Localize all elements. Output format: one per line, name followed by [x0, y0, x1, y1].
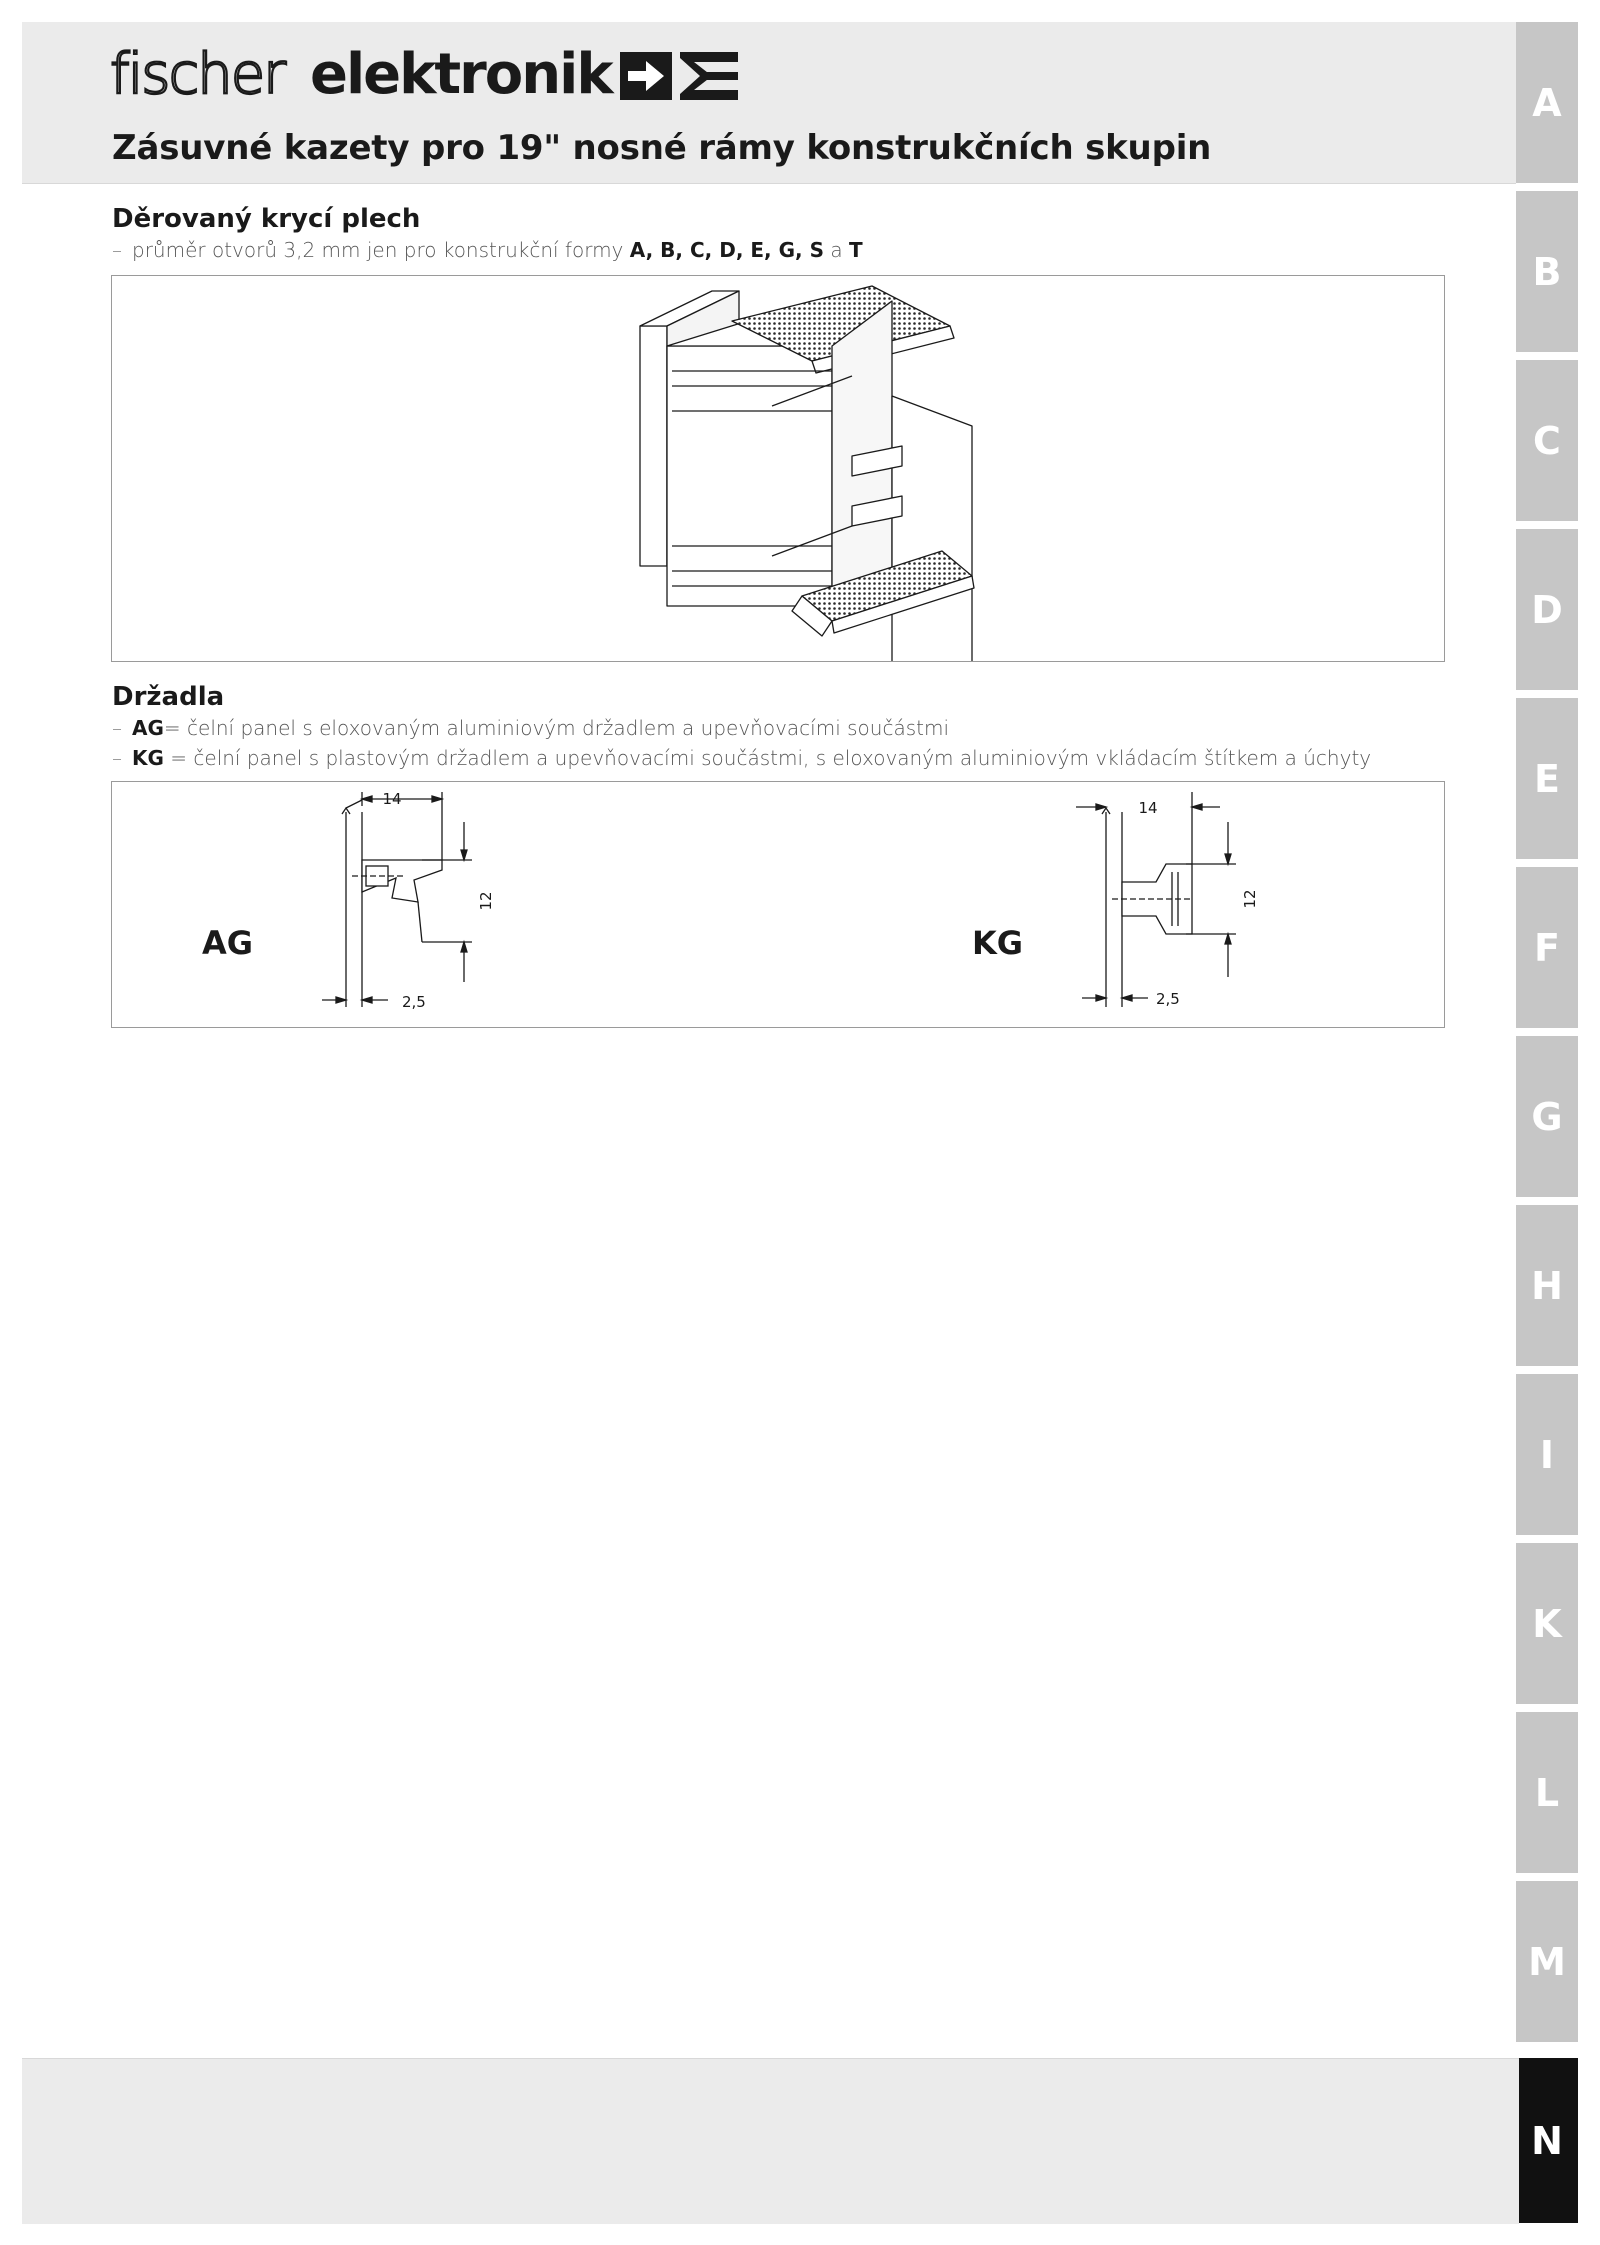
tab-a[interactable]: A	[1516, 22, 1578, 186]
page-title: Zásuvné kazety pro 19" nosné rámy konstrukčních skupin	[112, 128, 1212, 168]
tab-g[interactable]: G	[1516, 1036, 1578, 1200]
tab-c[interactable]: C	[1516, 360, 1578, 524]
bullet-dash: –	[112, 746, 122, 770]
handle-ag-description	[112, 716, 949, 740]
conjunction: a	[830, 238, 843, 262]
ag-dim-thickness: 2,5	[402, 993, 426, 1011]
bullet-dash: –	[112, 238, 122, 262]
tab-i[interactable]: I	[1516, 1374, 1578, 1538]
tab-f[interactable]: F	[1516, 867, 1578, 1031]
perforated-cover-figure	[111, 275, 1445, 662]
brand-logo-bold: elektronik	[310, 42, 612, 107]
tab-l[interactable]: L	[1516, 1712, 1578, 1876]
ag-dim-width: 14	[382, 790, 402, 808]
handle-kg-text: = čelní panel s plastovým držadlem a upevňovacími součástmi, s eloxovaným aluminiovým vkládacím štítkem a úchyty	[163, 746, 1372, 770]
handle-code-ag: AG	[132, 716, 164, 740]
brand-arrow-icon	[620, 48, 740, 104]
tab-e[interactable]: E	[1516, 698, 1578, 862]
tab-n[interactable]: N	[1516, 2058, 1578, 2226]
ag-handle-drawing	[292, 782, 552, 1027]
tab-h[interactable]: H	[1516, 1205, 1578, 1369]
section-perforated-description	[112, 238, 863, 262]
kg-dim-height: 12	[1241, 889, 1259, 909]
ag-dim-height: 12	[477, 891, 495, 911]
brand-logo-light: fischer	[110, 42, 285, 107]
tab-b[interactable]: B	[1516, 191, 1578, 355]
tab-d[interactable]: D	[1516, 529, 1578, 693]
section-title-handles: Držadla	[112, 682, 225, 712]
forms-list: A, B, C, D, E, G, S	[629, 238, 824, 262]
kg-dim-thickness: 2,5	[1156, 990, 1180, 1008]
handle-kg-description	[112, 746, 1371, 770]
handles-figure	[111, 781, 1445, 1028]
handle-ag-text: = čelní panel s eloxovaným aluminiovým držadlem a upevňovacími součástmi	[163, 716, 950, 740]
kg-label: KG	[972, 924, 1024, 962]
tab-k[interactable]: K	[1516, 1543, 1578, 1707]
ag-label: AG	[202, 924, 254, 962]
kg-dim-width: 14	[1138, 799, 1158, 817]
footer-band	[22, 2058, 1519, 2224]
bullet-dash: –	[112, 716, 122, 740]
forms-last: T	[848, 238, 863, 262]
handle-code-kg: KG	[132, 746, 164, 770]
description-text: průměr otvorů 3,2 mm jen pro konstrukční formy	[132, 238, 624, 262]
tab-m[interactable]: M	[1516, 1881, 1578, 2045]
section-title-perforated-cover: Děrovaný krycí plech	[112, 204, 421, 234]
cassette-isometric-drawing	[112, 276, 1444, 661]
kg-handle-drawing	[1052, 782, 1312, 1027]
